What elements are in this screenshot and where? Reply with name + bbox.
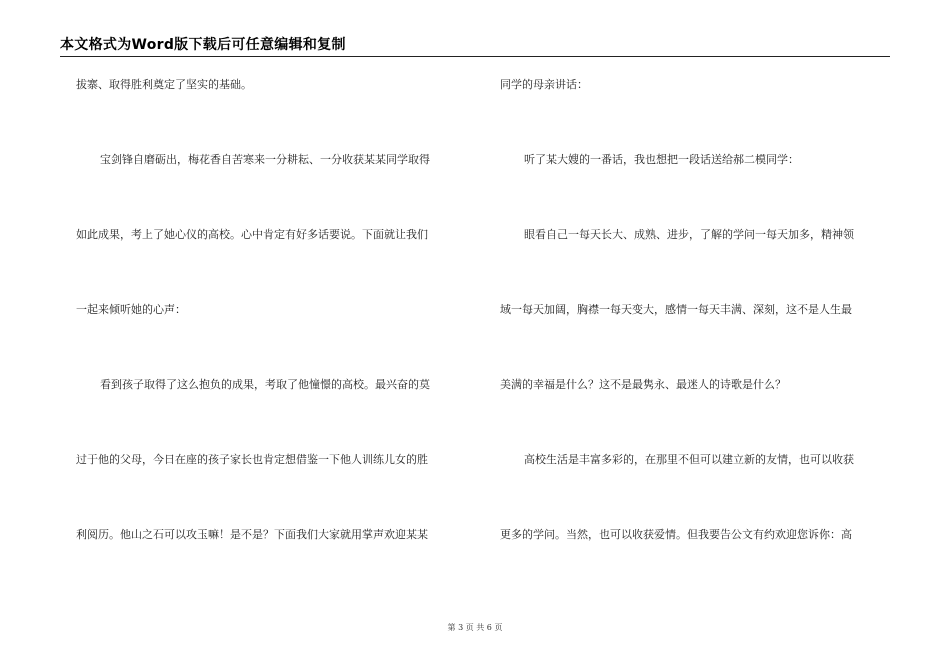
text-line: 更多的学问。当然，也可以收获爱情。但我要告公文有约欢迎您诉你：高: [500, 528, 852, 541]
page-number: 第 3 页 共 6 页: [447, 623, 503, 632]
text-line: 同学的母亲讲话：: [500, 78, 588, 91]
text-line: 眼看自己一每天长大、成熟、进步，了解的学问一每天加多，精神领: [524, 228, 854, 241]
text-line: 利阅历。他山之石可以攻玉嘛！是不是？下面我们大家就用掌声欢迎某某: [76, 528, 428, 541]
text-line: 美满的幸福是什么？这不是最隽永、最迷人的诗歌是什么？: [500, 378, 786, 391]
text-line: 听了某大嫂的一番话，我也想把一段话送给郝二模同学：: [524, 153, 799, 166]
text-line: 一起来倾听她的心声：: [76, 303, 186, 316]
left-text-column: [76, 0, 466, 600]
text-line: 域一每天加阔，胸襟一每天变大，感情一每天丰满、深刻，这不是人生最: [500, 303, 852, 316]
text-line: 高校生活是丰富多彩的，在那里不但可以建立新的友情，也可以收获: [524, 453, 854, 466]
header-title: 本文格式为Word版下载后可任意编辑和复制: [60, 37, 346, 53]
text-line: 拔寨、取得胜利奠定了坚实的基础。: [76, 78, 252, 91]
right-text-column: [500, 0, 890, 600]
text-line: 看到孩子取得了这么抱负的成果，考取了他憧憬的高校。最兴奋的莫: [100, 378, 430, 391]
text-line: 过于他的父母，今日在座的孩子家长也肯定想借鉴一下他人训练儿女的胜: [76, 453, 428, 466]
text-line: 宝剑锋自磨砺出，梅花香自苦寒来一分耕耘、一分收获某某同学取得: [100, 153, 430, 166]
text-line: 如此成果，考上了她心仪的高校。心中肯定有好多话要说。下面就让我们: [76, 228, 428, 241]
